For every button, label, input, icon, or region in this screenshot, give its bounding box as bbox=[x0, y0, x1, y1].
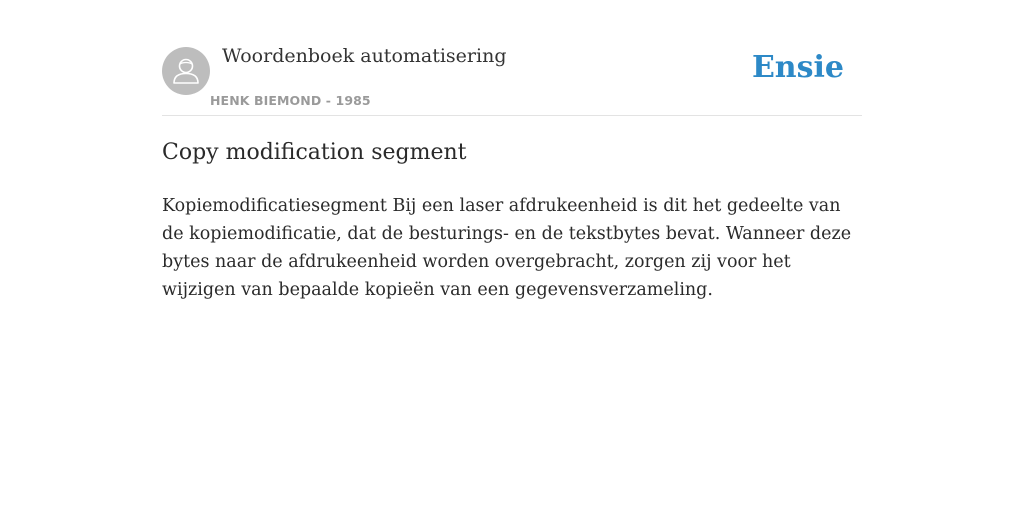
book-title[interactable]: Woordenboek automatisering bbox=[222, 45, 507, 67]
ensie-logo[interactable]: Ensie bbox=[751, 50, 844, 85]
header bbox=[162, 0, 862, 116]
entry-title: Copy modification segment bbox=[162, 140, 467, 165]
entry-body: Kopiemodificatiesegment Bij een laser afdrukeenheid is dit het gedeelte van de kopiemodificatie, dat de besturings- en de tekstbytes bevat. Wanneer deze bytes naar de afdrukeenheid worden overgebracht, zorgen zij voor het wijzigen van bepaalde kopieën van een gegevensverzameling. bbox=[162, 196, 852, 300]
publication-year: 1985 bbox=[335, 93, 371, 108]
author-name[interactable]: HENK BIEMOND bbox=[210, 93, 322, 108]
byline-separator: - bbox=[321, 93, 336, 108]
byline bbox=[210, 93, 371, 108]
author-avatar[interactable] bbox=[162, 47, 210, 95]
user-placeholder-icon bbox=[162, 47, 210, 95]
